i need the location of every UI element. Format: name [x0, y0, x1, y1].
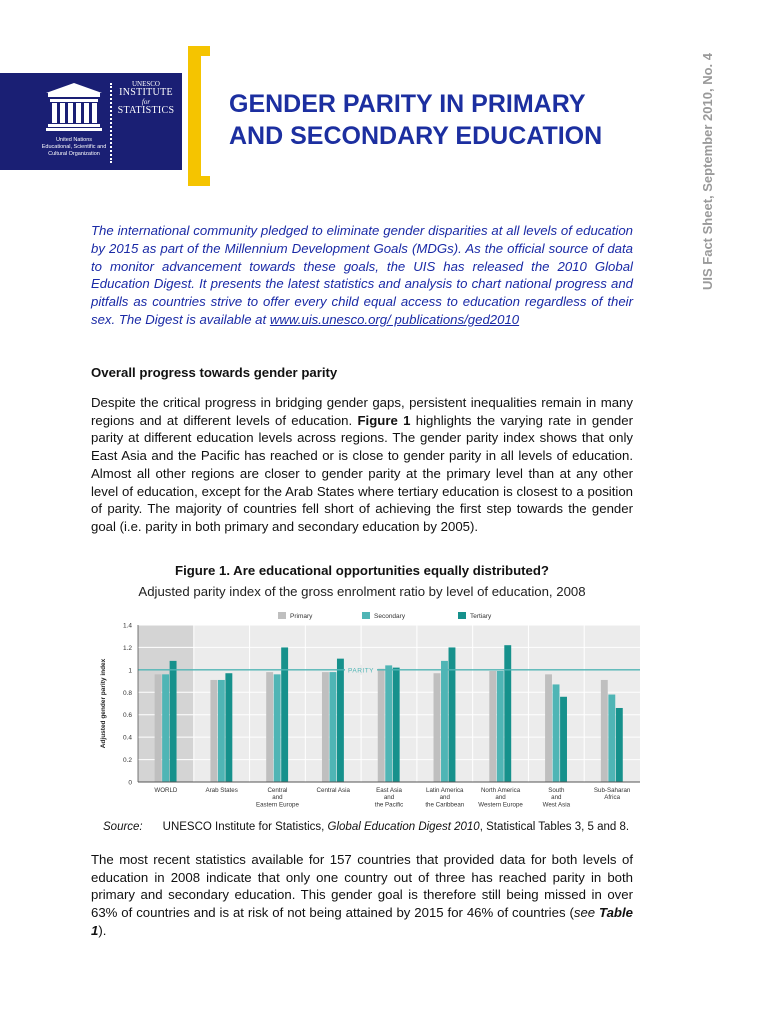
- body-paragraph-2: [91, 851, 633, 940]
- x-category-label: Latin America: [426, 787, 464, 794]
- bar-primary: [322, 672, 329, 782]
- y-tick-label: 0.2: [122, 757, 132, 765]
- intro-paragraph: [91, 222, 633, 329]
- p2-text-a: The most recent statistics available for 157 countries that provided data for both levels of education in 2008 indicate that only one country out of three has reached parity in both primary and secondary education. This gender goal is therefore still being missed in over 63% of countries and is at risk of not being attained by 2015 for 46% of countries (: [91, 852, 633, 921]
- unesco-temple-logo: [10, 79, 120, 167]
- x-category-label: North America: [480, 787, 521, 794]
- gender-parity-bar-chart: [95, 605, 655, 815]
- body-paragraph-1: [91, 394, 633, 536]
- x-category-label: Western Europe: [478, 801, 523, 809]
- bar-primary: [210, 680, 217, 782]
- legend-swatch-tertiary: [458, 612, 466, 619]
- p2-text-b: ).: [98, 922, 107, 938]
- x-category-label: South: [548, 787, 565, 794]
- p1-text-b: highlights the varying rate in gender parity at different education levels across regions. The gender parity index shows that only East Asia and the Pacific has reached or is close to gender parity in all levels of education. Almost all other regions are closer to gender parity at the primary level than at any other level of education, except for the Arab States where tertiary education is closest to a position of parity. The majority of countries fell short of achieving the first step towards the gender goal (i.e. parity in both primary and secondary education by 2005).: [91, 412, 633, 534]
- legend-swatch-secondary: [362, 612, 370, 619]
- unesco-banner: [0, 73, 182, 170]
- y-tick-label: 0.8: [122, 689, 132, 697]
- legend-label-primary: Primary: [290, 613, 313, 620]
- bar-tertiary: [616, 708, 623, 782]
- x-category-label: and: [439, 794, 450, 802]
- bar-tertiary: [337, 659, 344, 782]
- intro-text: The international community pledged to eliminate gender disparities at all levels of education by 2015 as part of the Millennium Development Goals (MDGs). As the official source of data to monitor advancement towards these goals, the UIS has released the 2010 Global Education Digest. It presents the latest statistics and analysis to chart national progress and pitfalls as countries strive to offer every child equal access to education regardless of their sex. The Digest is available at: [91, 223, 633, 327]
- x-category-label: East Asia: [376, 787, 402, 794]
- bar-tertiary: [281, 647, 288, 782]
- y-tick-label: 0.6: [122, 712, 132, 720]
- x-category-label: WORLD: [154, 787, 178, 794]
- y-axis-label: Adjusted gender parity index: [100, 658, 107, 749]
- x-category-label: Central Asia: [316, 787, 350, 794]
- org-line-3: Cultural Organization: [48, 151, 100, 157]
- bar-secondary: [162, 674, 169, 782]
- logo-divider: [110, 83, 112, 163]
- x-category-label: Africa: [604, 794, 621, 802]
- org-line-1: United Nations: [55, 137, 93, 143]
- x-category-label: Sub-Saharan: [593, 787, 631, 794]
- x-category-label: Central: [267, 787, 288, 794]
- uis-line-unesco: UNESCO: [131, 80, 160, 88]
- x-category-label: and: [551, 794, 562, 802]
- bar-tertiary: [449, 647, 456, 782]
- bar-secondary: [274, 674, 281, 782]
- bar-secondary: [329, 672, 336, 782]
- source-text-b: , Statistical Tables 3, 5 and 8.: [479, 821, 630, 833]
- figure-1-reference: Figure 1: [357, 412, 411, 428]
- section-heading: Overall progress towards gender parity: [91, 365, 338, 380]
- bar-tertiary: [225, 673, 232, 782]
- page-title: [229, 88, 669, 152]
- x-category-label: the Caribbean: [425, 801, 465, 809]
- legend-label-secondary: Secondary: [374, 613, 406, 620]
- bar-primary: [266, 672, 273, 782]
- source-label: Source:: [103, 821, 143, 833]
- legend-label-tertiary: Tertiary: [470, 613, 492, 620]
- uis-line-institute: INSTITUTE: [119, 87, 173, 99]
- figure-source: [103, 821, 629, 833]
- source-title: Global Education Digest 2010: [327, 821, 480, 833]
- uis-logo-text: [115, 81, 177, 117]
- legend-swatch-primary: [278, 612, 286, 619]
- bar-tertiary: [560, 697, 567, 782]
- title-line-1: GENDER PARITY IN PRIMARY: [229, 90, 586, 118]
- bar-secondary: [218, 680, 225, 782]
- y-tick-label: 0: [128, 779, 132, 787]
- bar-primary: [489, 671, 496, 782]
- table-1-reference: Table 1: [91, 905, 633, 938]
- digest-link[interactable]: www.uis.unesco.org/ publications/ged2010: [269, 311, 520, 327]
- y-tick-label: 1: [128, 667, 132, 675]
- x-category-label: and: [383, 794, 395, 802]
- y-tick-label: 0.4: [122, 734, 132, 742]
- bar-tertiary: [504, 645, 511, 782]
- uis-line-statistics: STATISTICS: [117, 105, 175, 117]
- p1-text-a: Despite the critical progress in bridging gender gaps, persistent inequalities remain in many regions and at different levels of education.: [91, 395, 633, 428]
- bar-tertiary: [393, 668, 400, 782]
- bar-primary: [155, 674, 162, 782]
- x-category-label: the Pacific: [374, 801, 404, 809]
- bar-primary: [601, 680, 608, 782]
- yellow-bracket: [188, 46, 210, 186]
- bar-tertiary: [170, 661, 177, 782]
- bar-secondary: [497, 671, 504, 782]
- bar-secondary: [553, 684, 560, 782]
- title-line-2: AND SECONDARY EDUCATION: [229, 122, 603, 150]
- bar-primary: [378, 669, 385, 782]
- x-category-label: and: [272, 794, 283, 802]
- parity-label: PARITY: [348, 667, 374, 675]
- bar-primary: [434, 673, 441, 782]
- figure-subtitle: Adjusted parity index of the gross enrolment ratio by level of education, 2008: [138, 584, 586, 599]
- x-category-label: West Asia: [542, 801, 571, 809]
- figure-title: Figure 1. Are educational opportunities equally distributed?: [175, 563, 549, 578]
- org-line-2: Educational, Scientific and: [41, 144, 107, 150]
- uis-line-for: for: [141, 97, 151, 106]
- source-text-a: UNESCO Institute for Statistics,: [162, 821, 328, 833]
- x-category-label: and: [495, 794, 506, 802]
- y-tick-label: 1.4: [122, 622, 132, 630]
- x-category-label: Arab States: [205, 787, 238, 794]
- bar-primary: [545, 674, 552, 782]
- bar-secondary: [441, 661, 448, 782]
- y-tick-label: 1.2: [122, 644, 132, 652]
- p2-see: see: [573, 905, 596, 921]
- fact-sheet-side-label: UIS Fact Sheet, September 2010, No. 4: [700, 53, 715, 290]
- bar-secondary: [385, 665, 392, 782]
- bar-secondary: [608, 695, 615, 782]
- x-category-label: Eastern Europe: [255, 801, 299, 809]
